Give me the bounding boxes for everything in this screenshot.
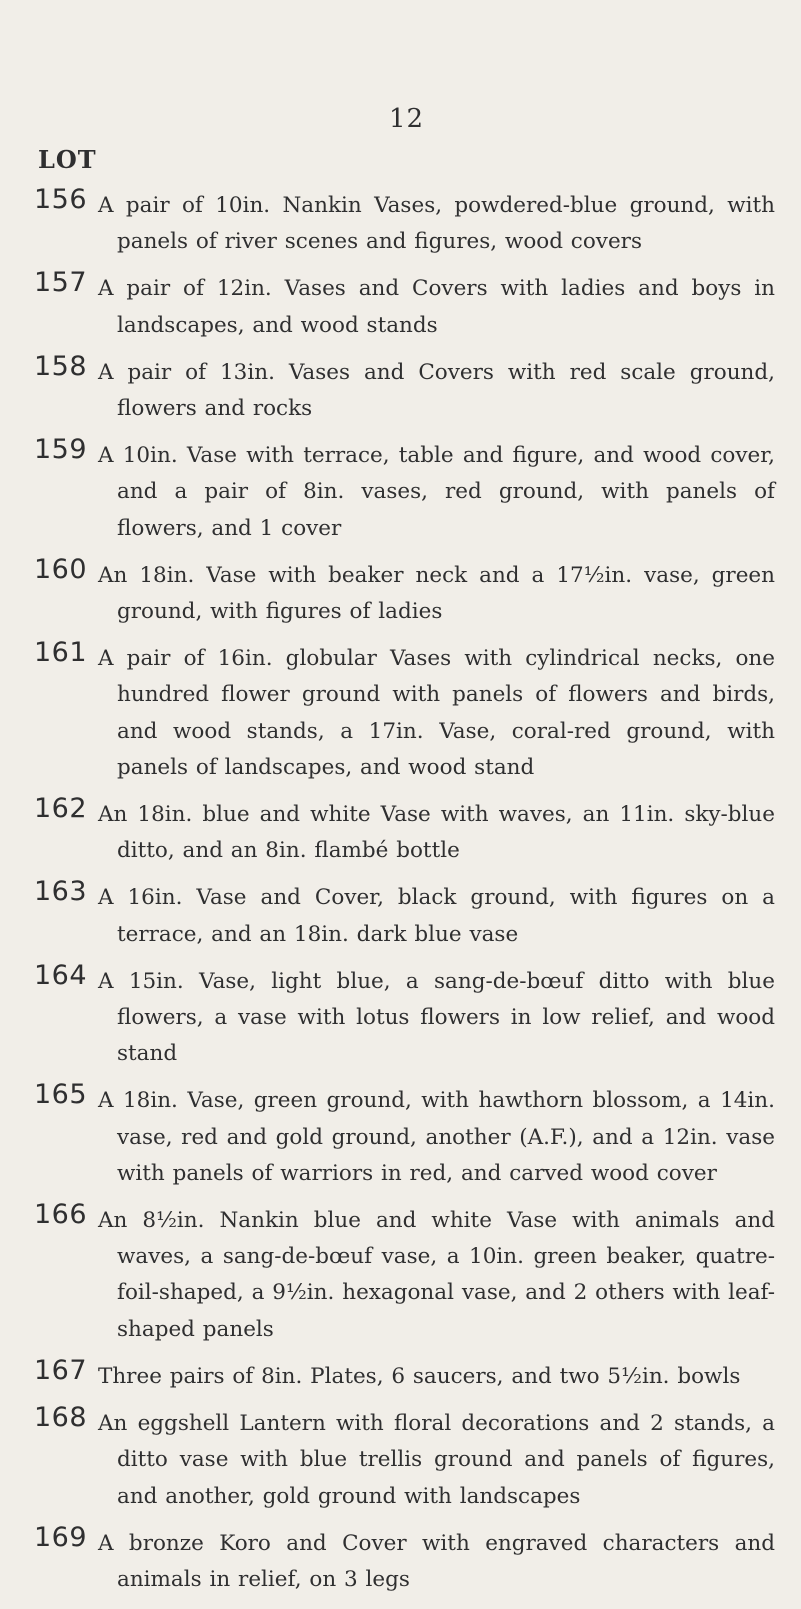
lot-entry bbox=[0, 1354, 801, 1395]
lot-description: Three pairs of 8in. Plates, 6 saucers, and two 5½in. bowls bbox=[98, 1363, 741, 1389]
lot-entry bbox=[0, 553, 801, 630]
lot-number: 159 bbox=[34, 434, 88, 466]
lot-entry bbox=[0, 1521, 801, 1598]
lot-description: A bronze Koro and Cover with engraved characters and animals in relief, on 3 legs bbox=[98, 1530, 775, 1592]
lot-description: A pair of 12in. Vases and Covers with ladies and boys in landscapes, and wood stands bbox=[98, 276, 775, 338]
lot-entry bbox=[0, 637, 801, 786]
lot-entry bbox=[0, 350, 801, 427]
lot-number: 169 bbox=[34, 1521, 88, 1553]
lot-number: 161 bbox=[34, 637, 88, 669]
lot-description: A pair of 13in. Vases and Covers with red scale ground, flowers and rocks bbox=[98, 359, 775, 422]
lot-entry bbox=[0, 267, 801, 343]
lot-description: An eggshell Lantern with floral decorations and 2 stands, a ditto vase with blue trellis ground and panels of figures, and another, gold ground with landscapes bbox=[98, 1411, 775, 1509]
lot-description: A pair of 10in. Nankin Vases, powdered-blue ground, with panels of river scenes and figures, wood covers bbox=[98, 193, 775, 255]
lot-entry bbox=[0, 1402, 801, 1515]
lot-description: An 18in. blue and white Vase with waves, an 11in. sky-blue ditto, and an 8in. flambé bottle bbox=[98, 802, 775, 864]
lot-number: 166 bbox=[34, 1199, 88, 1231]
lot-entry bbox=[0, 959, 801, 1073]
lot-number: 167 bbox=[34, 1354, 88, 1386]
lot-entry bbox=[0, 434, 801, 547]
lot-number: 158 bbox=[34, 350, 88, 382]
lot-description: An 18in. Vase with beaker neck and a 17½in. vase, green ground, with figures of ladies bbox=[98, 562, 775, 625]
lot-entry bbox=[0, 1199, 801, 1348]
lot-entry bbox=[0, 876, 801, 952]
lot-number: 165 bbox=[34, 1079, 88, 1111]
lot-number: 162 bbox=[34, 793, 88, 825]
lot-list bbox=[0, 184, 801, 1609]
lot-number: 160 bbox=[34, 553, 88, 585]
lot-description: A pair of 16in. globular Vases with cylindrical necks, one hundred flower ground with panels of flowers and birds, and wood stands, a 17in. Vase, coral-red ground, with panels of landscapes, and wood stand bbox=[98, 646, 775, 780]
lot-number: 164 bbox=[34, 959, 88, 991]
lot-description: A 15in. Vase, light blue, a sang-de-bœuf ditto with blue flowers, a vase with lotus flowers in low relief, and wood stand bbox=[98, 968, 775, 1067]
lot-description: A 18in. Vase, green ground, with hawthorn blossom, a 14in. vase, red and gold ground, another (A.F.), and a 12in. vase with panels of warriors in red, and carved wood cover bbox=[98, 1088, 775, 1186]
lot-number: 156 bbox=[34, 184, 88, 215]
lot-entry bbox=[0, 1079, 801, 1192]
lot-number: 168 bbox=[34, 1402, 88, 1434]
page-number: 12 bbox=[389, 104, 425, 134]
lot-entry bbox=[0, 793, 801, 869]
lot-number: 163 bbox=[34, 876, 88, 908]
lot-number: 157 bbox=[34, 267, 88, 299]
lot-description: A 16in. Vase and Cover, black ground, with figures on a terrace, and an 18in. dark blue vase bbox=[98, 885, 775, 947]
lot-description: A 10in. Vase with terrace, table and figure, and wood cover, and a pair of 8in. vases, red ground, with panels of flowers, and 1 cover bbox=[98, 443, 775, 541]
lot-column-heading: LOT bbox=[38, 145, 97, 174]
lot-description: An 8½in. Nankin blue and white Vase with animals and waves, a sang-de-bœuf vase, a 10in. green beaker, quatre-foil-shaped, a 9½in. hexagonal vase, and 2 others with leaf-shaped panels bbox=[98, 1208, 775, 1342]
lot-entry bbox=[0, 184, 801, 260]
